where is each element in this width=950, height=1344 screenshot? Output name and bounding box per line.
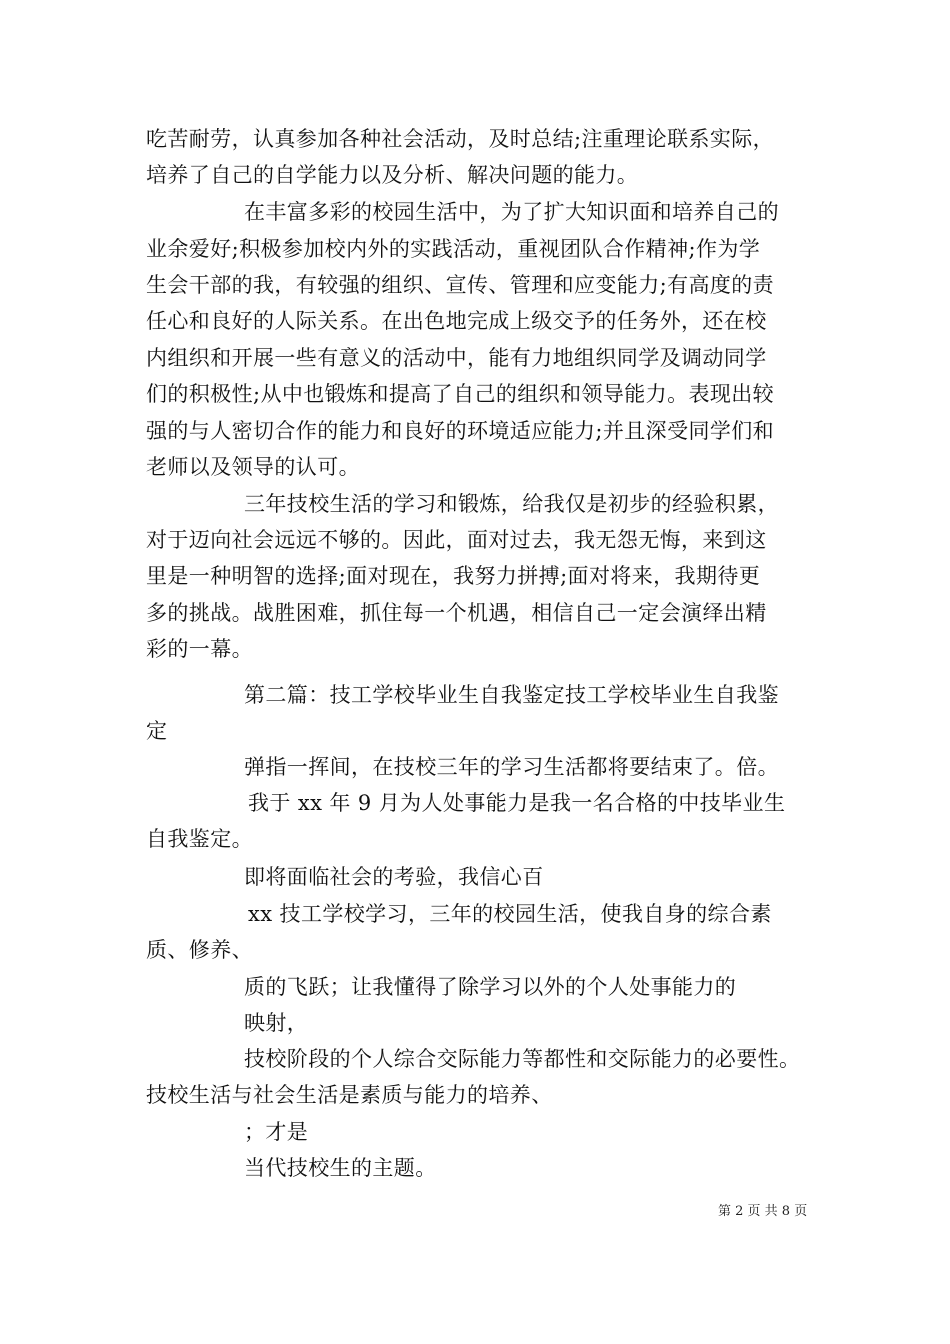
section-heading: 第二篇：技工学校毕业生自我鉴定技工学校毕业生自我鉴 — [244, 683, 779, 707]
text-line: 们的积极性;从中也锻炼和提高了自己的组织和领导能力。表现出较 — [146, 382, 775, 406]
text-line: 强的与人密切合作的能力和良好的环境适应能力;并且深受同学们和 — [146, 419, 775, 443]
text-line: 生会干部的我，有较强的组织、宣传、管理和应变能力;有高度的责 — [146, 273, 775, 297]
page-number-footer: 第 2 页 共 8 页 — [718, 1204, 808, 1219]
text-line: 对于迈向社会远远不够的。因此，面对过去，我无怨无悔，来到这 — [146, 528, 767, 552]
text-line: ；才是 — [244, 1120, 309, 1144]
text-line: 多的挑战。战胜困难，抓住每一个机遇，相信自己一定会演绎出精 — [146, 601, 767, 625]
text-line: 三年技校生活的学习和锻炼，给我仅是初步的经验积累， — [244, 492, 779, 516]
text-line: 当代技校生的主题。 — [244, 1156, 437, 1180]
text-line: 映射， — [244, 1011, 309, 1035]
text-line: 培养了自己的自学能力以及分析、解决问题的能力。 — [146, 163, 639, 187]
text-line: 我于 xx 年 9 月为人处事能力是我一名合格的中技毕业生 — [248, 791, 786, 815]
text-line: 质的飞跃；让我懂得了除学习以外的个人处事能力的 — [244, 975, 737, 999]
text-line: 即将面临社会的考验，我信心百 — [244, 865, 544, 889]
text-line: 任心和良好的人际关系。在出色地完成上级交予的任务外，还在校 — [146, 309, 767, 333]
text-line: 吃苦耐劳，认真参加各种社会活动，及时总结;注重理论联系实际， — [146, 127, 775, 151]
text-line: 业余爱好;积极参加校内外的实践活动，重视团队合作精神;作为学 — [146, 237, 761, 261]
text-line: 里是一种明智的选择;面对现在，我努力拼搏;面对将来，我期待更 — [146, 564, 761, 588]
text-line: 彩的一幕。 — [146, 637, 253, 661]
section-heading-continuation: 定 — [146, 719, 168, 743]
text-line: 老师以及领导的认可。 — [146, 455, 360, 479]
text-line: 内组织和开展一些有意义的活动中，能有力地组织同学及调动同学 — [146, 346, 767, 370]
text-line: 自我鉴定。 — [146, 827, 253, 851]
text-line: 在丰富多彩的校园生活中，为了扩大知识面和培养自己的 — [244, 200, 779, 224]
text-line: 质、修养、 — [146, 938, 253, 962]
text-line: 技校生活与社会生活是素质与能力的培养、 — [146, 1083, 553, 1107]
text-line: 弹指一挥间，在技校三年的学习生活都将要结束了。倍。 — [244, 755, 779, 779]
text-line: xx 技工学校学习，三年的校园生活，使我自身的综合素 — [248, 902, 772, 926]
text-line: 技校阶段的个人综合交际能力等都性和交际能力的必要性。 — [244, 1047, 801, 1071]
